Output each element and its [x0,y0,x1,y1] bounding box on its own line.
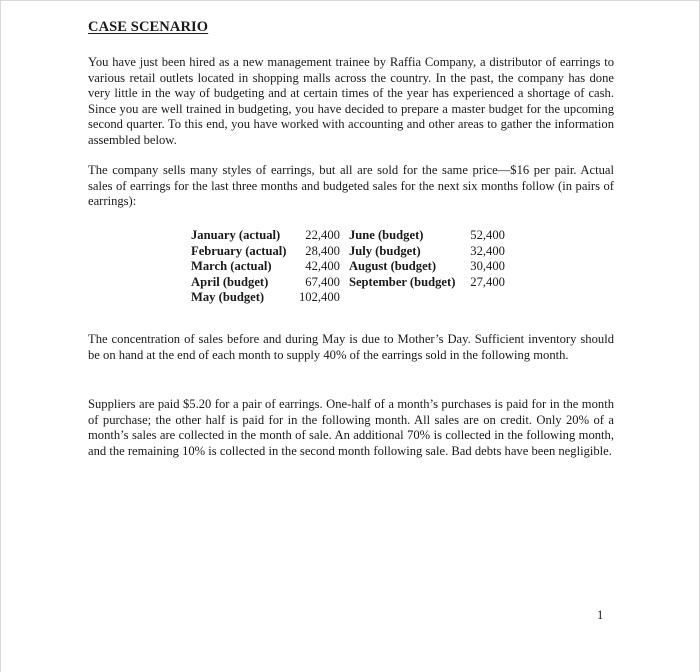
sales-value: 28,400 [305,243,340,258]
top-rule [0,0,700,1]
table-row [191,259,505,275]
sales-value: 32,400 [470,243,505,258]
sales-paragraph: The company sells many styles of earrings, but all are sold for the same price—$16 per pair. Actual sales of earrings for the last three months and budgeted sales for the next six months follow (in pairs of earrings): [88,163,614,209]
sales-month-label: May (budget) [191,290,265,305]
payments-paragraph: Suppliers are paid $5.20 for a pair of earrings. One-half of a month’s purchases is paid for in the month of purchase; the other half is paid for in the following month. All sales are on credit. Only 20% of a month’s sales are collected in the month of sale. An additional 70% is collected in the following month, and the remaining 10% is collected in the second month following sale. Bad debts have been negligible. [88,397,614,458]
monthly-sales-table [191,228,505,306]
intro-paragraph: You have just been hired as a new management trainee by Raffia Company, a distributor of earrings to various retail outlets located in shopping malls across the country. In the past, the company has done very little in the way of budgeting and at certain times of the year has experienced a shortage of cash. Since you are well trained in budgeting, you have decided to prepare a master budget for the upcoming second quarter. To this end, you have worked with accounting and other areas to gather the information assembled below. [88,55,614,147]
inventory-paragraph: The concentration of sales before and during May is due to Mother’s Day. Sufficient inventory should be on hand at the end of each month to supply 40% of the earrings sold in the following month. [88,332,614,362]
sales-month-label: August (budget) [348,259,437,274]
sales-month-label: June (budget) [348,228,424,242]
table-row [191,244,505,260]
case-scenario-heading: CASE SCENARIO [88,19,209,35]
table-row [191,290,505,306]
sales-value: 52,400 [470,228,505,242]
table-row [191,275,505,291]
page-number: 1 [597,608,604,622]
sales-value: 67,400 [305,274,340,289]
sales-value: 22,400 [305,228,340,242]
sales-value: 27,400 [470,274,505,289]
sales-value: 42,400 [305,259,340,274]
sales-month-label: July (budget) [348,243,421,258]
sales-month-label: January (actual) [191,228,281,242]
table-row [191,228,505,244]
sales-month-label: September (budget) [348,274,456,289]
sales-month-label: February (actual) [191,243,287,258]
sales-month-label: March (actual) [191,259,272,274]
sales-value: 30,400 [470,259,505,274]
sales-value: 102,400 [299,290,340,305]
sales-month-label: April (budget) [191,274,269,289]
